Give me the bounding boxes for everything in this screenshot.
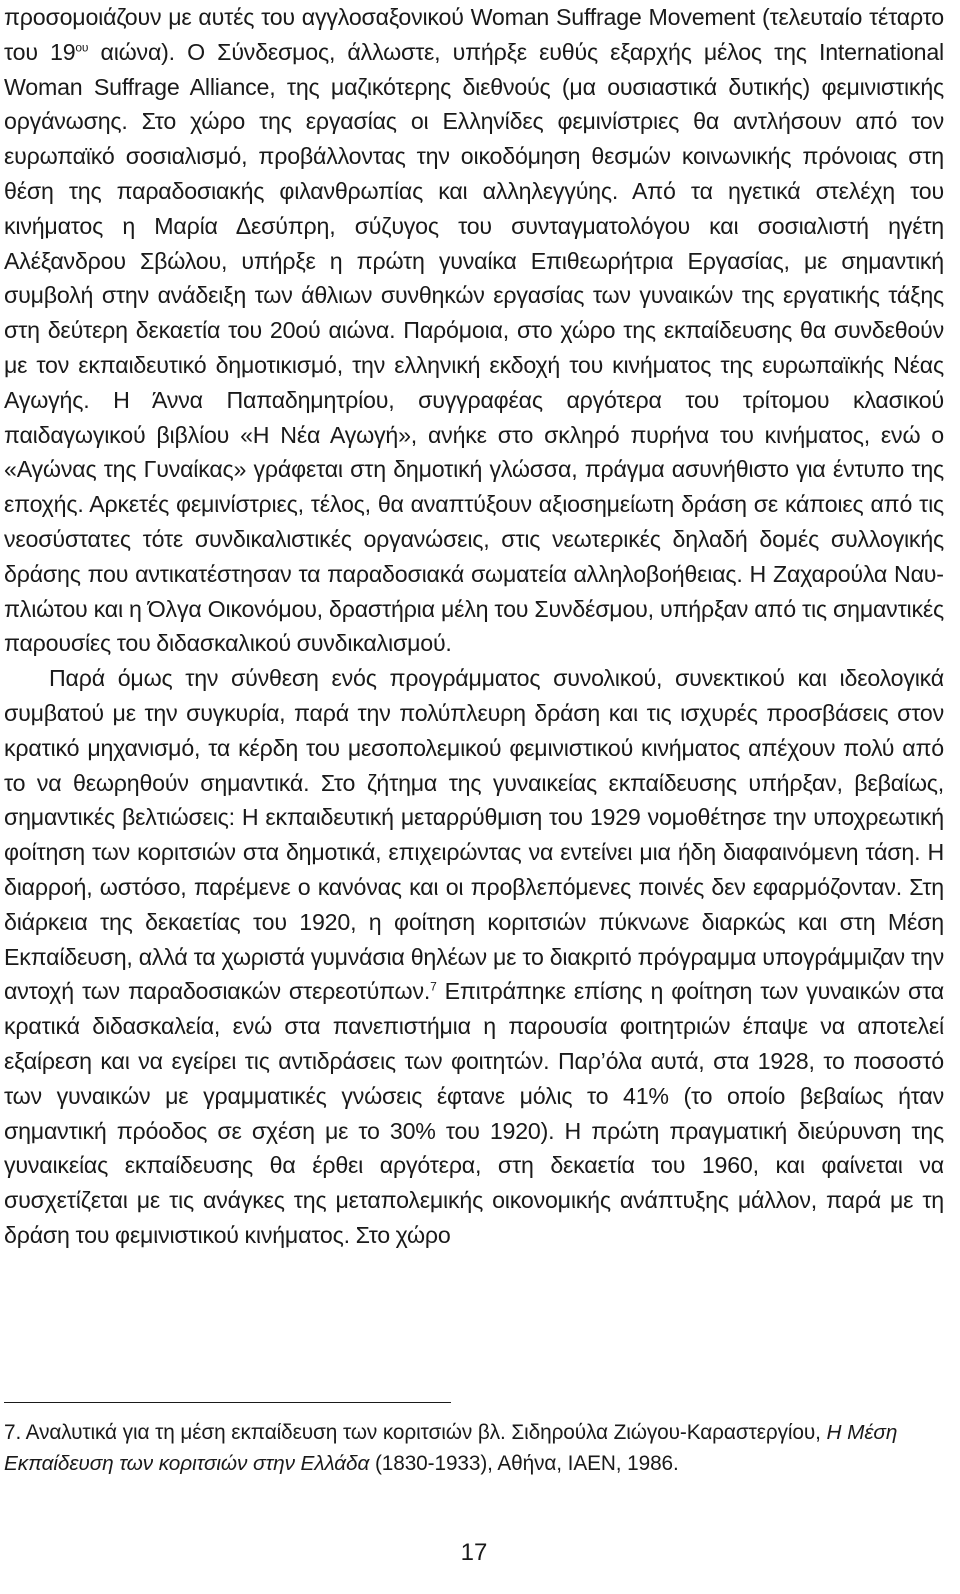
- footnote-book-title: Η Μέση Εκπαίδευση των κοριτσιών στην Ελλάδα: [4, 1421, 898, 1475]
- paragraph-text: Παρά όμως την σύνθεση ενός προγράμματος συνολικού, συνεκτικού και ιδεολογικά συμβατού με την συγκυρία, παρά την πολύπλευρη δράση και τις ισχυρές προσβάσεις στον κρατικό μηχανισμό, τα κέρδη του μεσοπολεμικού φεμινιστικού κινήματος απέχουν πολύ από το να θεωρηθούν σημαντικά. Στο ζήτημα της γυναικείας εκπαίδευσης υπήρξαν, βεβαίως, σημαντικές βελτιώσεις: Η εκπαιδευτική μεταρρύθμιση του 1929 νομοθέτησε την υποχρεωτική φοίτηση των κοριτσιών στα δημοτικά, επιχειρώντας να εντείνει μια ήδη διαφαινόμενη τάση. Η διαρροή, ωστόσο, παρέμενε ο κανόνας και οι προβλεπόμενες ποινές δεν εφαρμόζονταν. Στη διάρκεια της δεκαετίας του 1920, η φοίτηση κοριτσιών πύκνωνε διαρκώς και στη Μέση Εκπαίδευση, αλλά τα χωριστά γυμνάσια θηλέων με το διακριτό πρόγραμμα υπογράμμιζαν την αντοχή των παραδοσιακών στερεοτύπων.: [4, 665, 944, 1005]
- paragraph: [4, 661, 944, 1253]
- footnote-reference[interactable]: 7: [430, 979, 437, 994]
- paragraph: [4, 0, 944, 661]
- paragraph-text: αιώνα). Ο Σύνδεσμος, άλλωστε, υπήρξε ευθύς εξαρχής μέλος της International Woman Suffrage Alliance, της μαζικότερης διεθνούς (μα ουσιαστικά δυτικής) φεμινιστικής οργάνωσης. Στο χώρο της εργασίας οι Ελληνίδες φεμινίστριες θα αντλήσουν από τον ευρωπαϊκό σοσιαλισμό, προβάλλοντας την οικοδόμηση θεσμών κοινωνικής πρόνοιας στη θέση της παραδοσιακής φιλανθρωπίας και αλληλεγγύης. Από τα ηγετικά στελέχη του κινήματος η Μαρία Δεσύπρη, σύζυγος του συνταγματολόγου και σοσιαλιστή ηγέτη Αλέξανδρου Σβώλου, υπήρξε η πρώτη γυναίκα Επιθεωρήτρια Εργασίας, με σημαντική συμβολή στην ανάδειξη των άθλιων συνθηκών εργασίας των γυναικών της εργατικής τάξης στη δεύτερη δεκαετία του 20ού αιώνα. Παρόμοια, στο χώρο της εκπαίδευσης θα συνδεθούν με τον εκπαιδευτικό δημοτικισμό, την ελληνική εκδοχή του κινήματος της ευρωπαϊκής Νέας Αγωγής. Η Άννα Παπαδημητρίου, συγγραφέας αργότερα του τρίτομου κλασικού παιδαγωγικού βιβλίου «Η Νέα Αγωγή», ανήκε στο σκληρό πυρήνα του κινήματος, ενώ ο «Αγώνας της Γυναίκας» γράφεται στη δημοτική γλώσσα, πράγμα ασυνήθιστο για έντυπο της εποχής. Αρκετές φεμινίστριες, τέλος, θα αναπτύξουν αξιοσημείωτη δράση σε κάποιες από τις νεοσύστατες τότε συνδικαλιστικές οργανώσεις, στις νεωτερικές δηλαδή δομές συλλογικής δράσης που αντικατέστησαν τα παραδοσιακά σωματεία αλληλοβοήθειας. Η Ζαχαρούλα Ναυπλιώτου και η Όλγα Οικονόμου, δραστήρια μέλη του Συνδέσμου, υπήρξαν από τις σημαντικές παρουσίες του διδασκαλικού συνδικαλισμού.: [4, 38, 944, 657]
- paragraph-text: προσομοιάζουν με αυτές του αγγλοσαξονικού Woman Suffrage Movement (τελευταίο τέταρτο του 19: [4, 4, 944, 65]
- footnote-text: (1830-1933), Αθήνα, ΙΑΕΝ, 1986.: [369, 1452, 679, 1475]
- footnote: [4, 1417, 944, 1479]
- paragraph-text: Επιτράπηκε επίσης η φοίτηση των γυναικών στα κρατικά διδασκαλεία, ενώ στα πανεπιστήμια η παρουσία φοιτητριών έπαψε να αποτελεί εξαίρεση και να εγείρει τις αντιδράσεις των φοιτητών. Παρ’όλα αυτά, στα 1928, το ποσοστό των γυναικών με γραμματικές γνώσεις έφτανε μόλις το 41% (το οποίο βεβαίως ήταν σημαντική πρόοδος σε σχέση με το 30% του 1920). Η πρώτη πραγματική διεύρυνση της γυναικείας εκπαίδευσης θα έρθει αργότερα, στη δεκαετία του 1960, και φαίνεται να συσχετίζεται με τις ανάγκες της μεταπολεμικής οικονομικής ανάπτυξης μάλλον, παρά με τη δράση του φεμινιστικού κινήματος. Στο χώρο: [4, 978, 944, 1248]
- footnote-divider: [4, 1402, 451, 1403]
- footnote-text: Αναλυτικά για τη μέση εκπαίδευση των κοριτσιών βλ. Σιδηρούλα Ζιώγου-Καραστεργίου,: [21, 1421, 827, 1444]
- superscript: ου: [75, 40, 89, 55]
- body-text: [4, 0, 944, 1253]
- page-number: 17: [460, 1539, 488, 1566]
- footnote-number: 7.: [4, 1421, 22, 1444]
